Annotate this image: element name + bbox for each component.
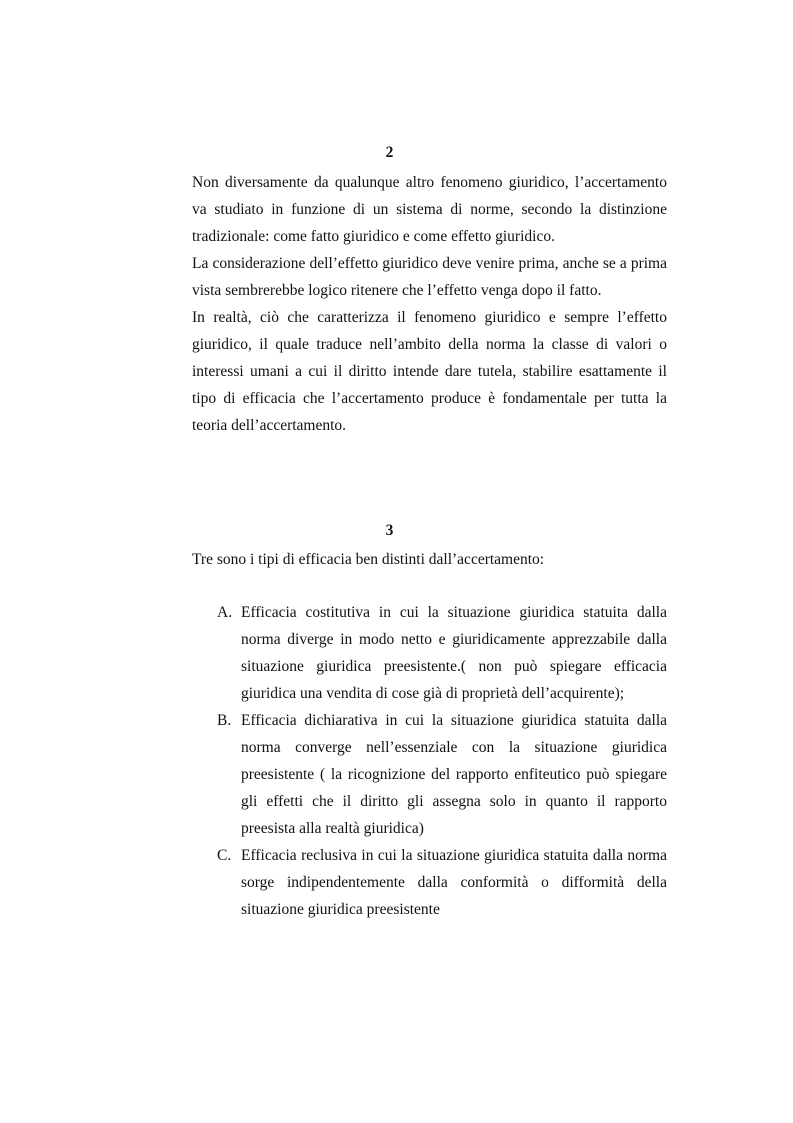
list-item	[192, 842, 667, 923]
section-3-intro-block	[192, 546, 667, 573]
list-item-text-a: Efficacia costitutiva in cui la situazione giuridica statuita dalla norma diverge in modo netto e giuridicamente apprezzabile dalla situazione giuridica preesistente.( non può spiegare efficacia giuridica una vendita di cose già di proprietà dell’acquirente);	[241, 604, 667, 702]
section-number-2: 2	[385, 144, 394, 161]
list-marker-c: C.	[217, 847, 232, 864]
list-item	[192, 599, 667, 707]
section-2-paragraph-3: In realtà, ciò che caratterizza il fenomeno giuridico e sempre l’effetto giuridico, il quale traduce nell’ambito della norma la classe di valori o interessi umani a cui il diritto intende dare tutela, stabilire esattamente il tipo di efficacia che l’accertamento produce è fondamentale per tutta la teoria dell’accertamento.	[192, 309, 667, 434]
list-marker-a: A.	[217, 604, 233, 621]
efficacy-types-list	[192, 599, 667, 923]
list-item-text-b: Efficacia dichiarativa in cui la situazione giuridica statuita dalla norma converge nell’essenziale con la situazione giuridica preesistente ( la ricognizione del rapporto enfiteutico può spiegare gli effetti che il diritto gli assegna solo in quanto il rapporto preesista alla realtà giuridica)	[241, 712, 667, 837]
list-item	[192, 707, 667, 842]
list-item-text-c: Efficacia reclusiva in cui la situazione giuridica statuita dalla norma sorge indipendentemente dalla conformità o difformità della situazione giuridica preesistente	[241, 847, 667, 918]
section-2-body	[192, 169, 667, 439]
list-marker-b: B.	[217, 712, 232, 729]
section-2-paragraph-1: Non diversamente da qualunque altro fenomeno giuridico, l’accertamento va studiato in funzione di un sistema di norme, secondo la distinzione tradizionale: come fatto giuridico e come effetto giuridico.	[192, 174, 667, 245]
section-2-paragraph-2: La considerazione dell’effetto giuridico deve venire prima, anche se a prima vista sembrerebbe logico ritenere che l’effetto venga dopo il fatto.	[192, 255, 667, 299]
section-3-intro: Tre sono i tipi di efficacia ben distinti dall’accertamento:	[192, 551, 545, 568]
section-number-3: 3	[385, 522, 394, 539]
